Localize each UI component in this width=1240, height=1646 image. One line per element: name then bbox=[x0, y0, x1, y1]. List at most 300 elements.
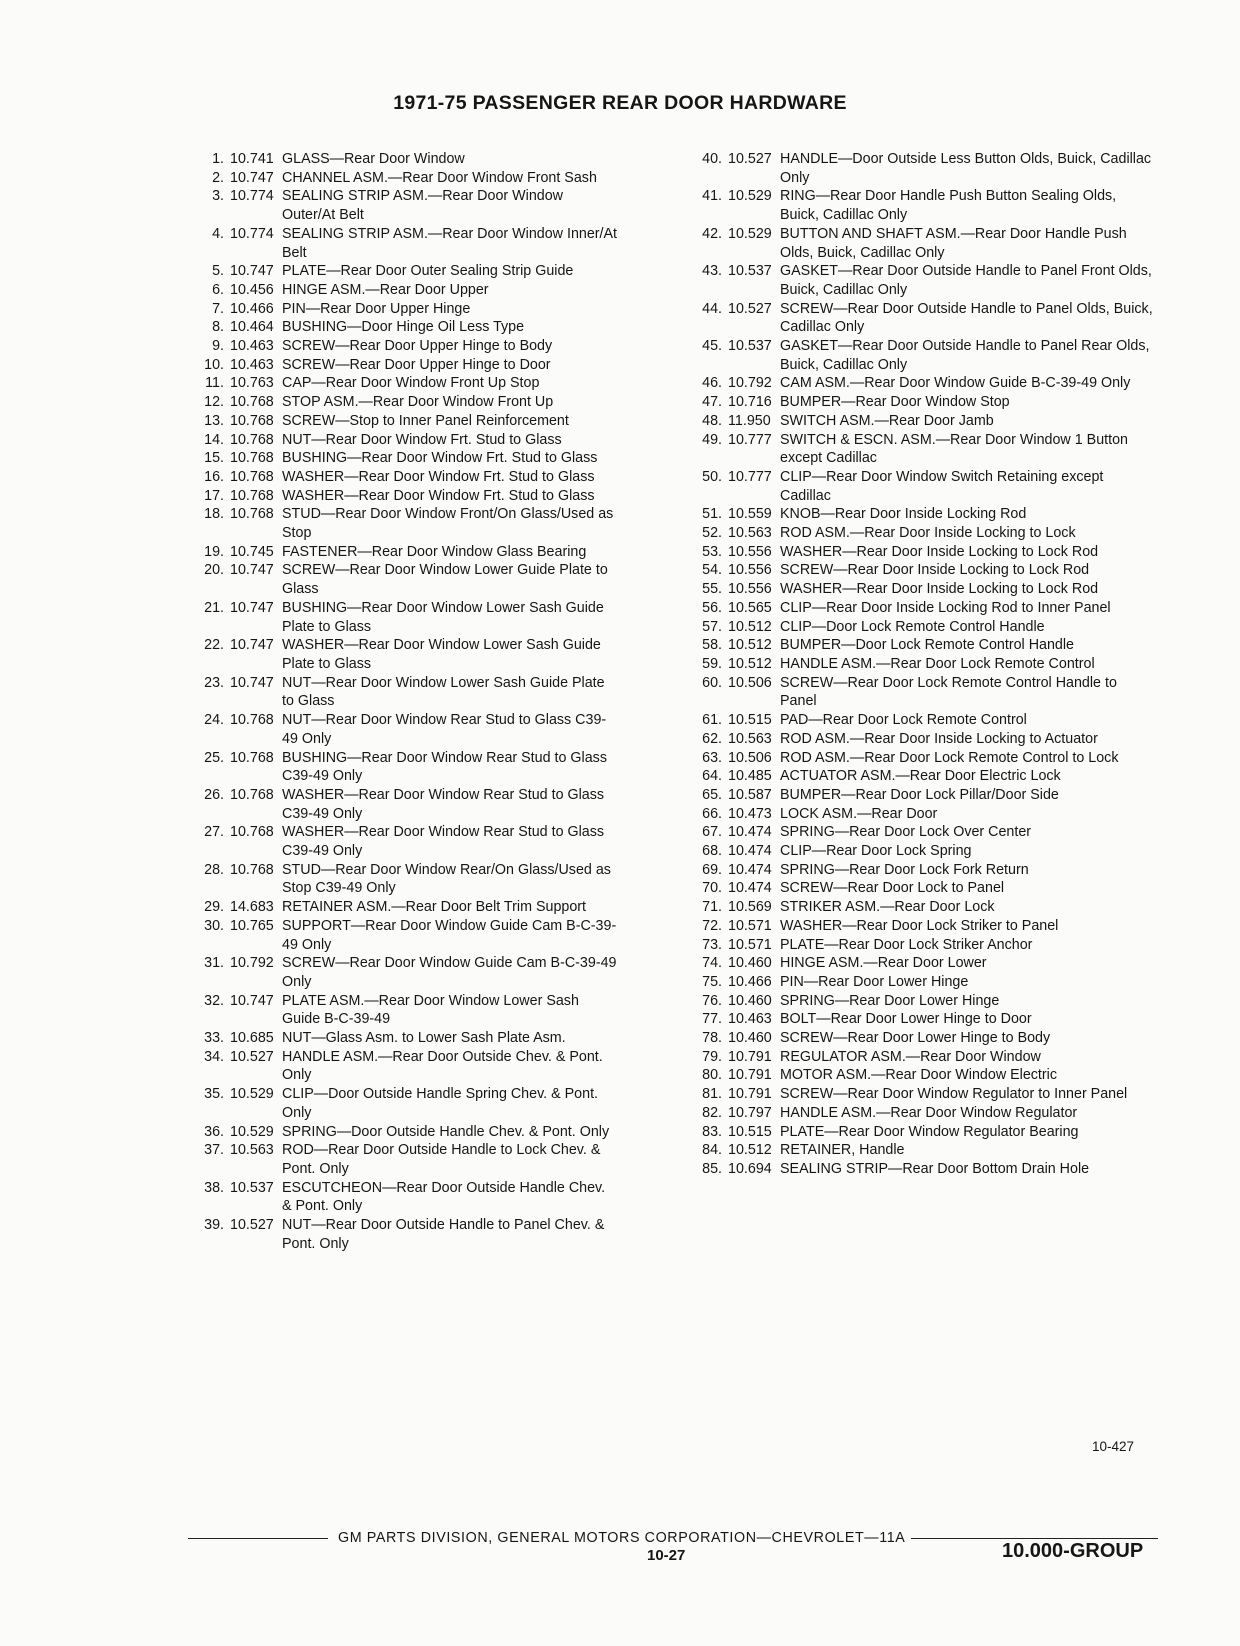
item-number: 47. bbox=[702, 394, 722, 411]
page-title: 1971-75 PASSENGER REAR DOOR HARDWARE bbox=[393, 92, 847, 114]
parts-list-item bbox=[686, 655, 1156, 674]
parts-list-item bbox=[686, 412, 1156, 431]
parts-list-item bbox=[686, 225, 1156, 262]
parts-list-item bbox=[686, 1048, 1156, 1067]
item-description: ROD ASM.—Rear Door Inside Locking to Lock bbox=[780, 525, 1076, 542]
item-code: 10.768 bbox=[230, 431, 274, 448]
item-code: 10.537 bbox=[230, 1179, 274, 1196]
item-code: 10.777 bbox=[728, 468, 772, 485]
item-description: HINGE ASM.—Rear Door Lower bbox=[780, 955, 987, 972]
item-number: 60. bbox=[702, 674, 722, 691]
item-description: SEALING STRIP—Rear Door Bottom Drain Hole bbox=[780, 1160, 1090, 1177]
parts-list-item bbox=[686, 730, 1156, 749]
item-number: 56. bbox=[702, 599, 722, 616]
parts-list-item bbox=[686, 917, 1156, 936]
item-number: 31. bbox=[204, 955, 224, 972]
item-code: 10.460 bbox=[728, 1030, 772, 1047]
parts-list-item bbox=[188, 954, 618, 991]
item-code: 10.512 bbox=[728, 1142, 772, 1159]
item-number: 26. bbox=[204, 786, 224, 803]
item-number: 7. bbox=[212, 300, 224, 317]
item-description: STUD—Rear Door Window Front/On Glass/Used as Stop bbox=[282, 506, 614, 542]
item-description: NUT—Rear Door Outside Handle to Panel Chev. & Pont. Only bbox=[282, 1217, 605, 1252]
item-description: SCREW—Rear Door Lock Remote Control Handle to Panel bbox=[780, 674, 1117, 710]
item-number: 2. bbox=[212, 169, 224, 186]
item-description: BUSHING—Rear Door Window Lower Sash Guide Plate to Glass bbox=[282, 599, 604, 635]
footer-division-text: GM PARTS DIVISION, GENERAL MOTORS CORPORATION—CHEVROLET—11A bbox=[338, 1530, 906, 1546]
parts-list-item bbox=[188, 711, 618, 748]
item-code: 10.768 bbox=[230, 786, 274, 803]
item-number: 20. bbox=[204, 562, 224, 579]
parts-list-item bbox=[188, 337, 618, 356]
item-description: RETAINER, Handle bbox=[780, 1142, 905, 1159]
item-description: NUT—Rear Door Window Rear Stud to Glass C39-49 Only bbox=[282, 712, 607, 747]
item-description: SCREW—Rear Door Upper Hinge to Body bbox=[282, 338, 553, 355]
item-description: RETAINER ASM.—Rear Door Belt Trim Support bbox=[282, 899, 587, 916]
item-number: 18. bbox=[204, 506, 224, 523]
parts-list-item bbox=[188, 487, 618, 506]
parts-list-item bbox=[188, 1085, 618, 1122]
item-number: 4. bbox=[212, 225, 224, 242]
item-description: HANDLE ASM.—Rear Door Lock Remote Control bbox=[780, 655, 1095, 672]
item-code: 10.556 bbox=[728, 581, 772, 598]
item-number: 38. bbox=[204, 1179, 224, 1196]
parts-list-item bbox=[188, 917, 618, 954]
item-description: ROD ASM.—Rear Door Lock Remote Control to Lock bbox=[780, 749, 1119, 766]
parts-list-item bbox=[188, 356, 618, 375]
parts-list-item bbox=[686, 749, 1156, 768]
item-number: 34. bbox=[204, 1048, 224, 1065]
item-code: 10.747 bbox=[230, 562, 274, 579]
item-code: 10.463 bbox=[728, 1011, 772, 1028]
parts-list-item bbox=[686, 262, 1156, 299]
parts-list-item bbox=[188, 1123, 618, 1142]
item-description: STOP ASM.—Rear Door Window Front Up bbox=[282, 394, 554, 411]
item-number: 78. bbox=[702, 1030, 722, 1047]
item-number: 19. bbox=[204, 543, 224, 560]
item-description: HANDLE—Door Outside Less Button Olds, Buick, Cadillac Only bbox=[780, 151, 1152, 186]
item-description: WASHER—Rear Door Window Frt. Stud to Glass bbox=[282, 487, 595, 504]
figure-reference: 10-427 bbox=[1092, 1439, 1135, 1454]
parts-list-item bbox=[188, 318, 618, 337]
parts-list-item bbox=[686, 580, 1156, 599]
item-description: HANDLE ASM.—Rear Door Outside Chev. & Pont. Only bbox=[282, 1048, 603, 1084]
item-code: 10.565 bbox=[728, 599, 772, 616]
parts-list-item bbox=[686, 805, 1156, 824]
item-description: BUSHING—Rear Door Window Frt. Stud to Glass bbox=[282, 450, 598, 467]
parts-list-item bbox=[188, 543, 618, 562]
item-number: 73. bbox=[702, 936, 722, 953]
item-code: 10.792 bbox=[728, 375, 772, 392]
item-code: 10.747 bbox=[230, 169, 274, 186]
item-number: 17. bbox=[204, 487, 224, 504]
item-code: 10.747 bbox=[230, 992, 274, 1009]
item-code: 11.950 bbox=[728, 412, 771, 429]
item-description: SPRING—Rear Door Lower Hinge bbox=[780, 992, 1000, 1009]
item-number: 82. bbox=[702, 1104, 722, 1121]
item-code: 10.774 bbox=[230, 225, 274, 242]
item-number: 8. bbox=[212, 319, 224, 336]
item-code: 10.768 bbox=[230, 468, 274, 485]
parts-list-item bbox=[188, 1141, 618, 1178]
parts-list-item bbox=[188, 749, 618, 786]
parts-list-item bbox=[188, 1029, 618, 1048]
item-number: 45. bbox=[702, 338, 722, 355]
parts-list-item bbox=[686, 1141, 1156, 1160]
item-number: 5. bbox=[212, 263, 224, 280]
item-description: CLIP—Rear Door Inside Locking Rod to Inner Panel bbox=[780, 599, 1111, 616]
parts-list-item bbox=[686, 1085, 1156, 1104]
parts-list-item bbox=[686, 879, 1156, 898]
item-code: 10.763 bbox=[230, 375, 274, 392]
parts-list-item bbox=[188, 412, 618, 431]
item-number: 32. bbox=[204, 992, 224, 1009]
item-code: 10.506 bbox=[728, 674, 772, 691]
item-code: 10.768 bbox=[230, 712, 274, 729]
item-description: CAP—Rear Door Window Front Up Stop bbox=[282, 375, 540, 392]
parts-list-item bbox=[188, 823, 618, 860]
parts-list-item bbox=[686, 786, 1156, 805]
item-number: 21. bbox=[204, 599, 224, 616]
parts-list-item bbox=[686, 468, 1156, 505]
item-number: 1. bbox=[212, 151, 224, 167]
item-description: PIN—Rear Door Lower Hinge bbox=[780, 973, 969, 990]
item-code: 10.563 bbox=[728, 730, 772, 747]
item-number: 51. bbox=[702, 506, 722, 523]
item-number: 80. bbox=[702, 1067, 722, 1084]
parts-list-item bbox=[686, 1123, 1156, 1142]
parts-list-item bbox=[188, 992, 618, 1029]
item-code: 10.466 bbox=[230, 300, 274, 317]
footer-rule-left bbox=[188, 1538, 328, 1539]
item-description: SEALING STRIP ASM.—Rear Door Window Inner/At Belt bbox=[282, 225, 618, 261]
item-number: 85. bbox=[702, 1160, 722, 1177]
item-number: 64. bbox=[702, 768, 722, 785]
item-number: 63. bbox=[702, 749, 722, 766]
item-description: GASKET—Rear Door Outside Handle to Panel Rear Olds, Buick, Cadillac Only bbox=[780, 338, 1150, 373]
item-number: 76. bbox=[702, 992, 722, 1009]
item-number: 30. bbox=[204, 917, 224, 934]
item-number: 79. bbox=[702, 1048, 722, 1065]
parts-list-left-column bbox=[188, 150, 618, 1253]
item-code: 10.747 bbox=[230, 637, 274, 654]
item-number: 65. bbox=[702, 786, 722, 803]
parts-list-item bbox=[686, 431, 1156, 468]
parts-list-item bbox=[188, 1216, 618, 1253]
item-description: BUMPER—Rear Door Lock Pillar/Door Side bbox=[780, 786, 1059, 803]
parts-list-item bbox=[686, 992, 1156, 1011]
item-number: 40. bbox=[702, 151, 722, 167]
item-description: SCREW—Rear Door Window Guide Cam B-C-39-49 Only bbox=[282, 955, 617, 990]
item-code: 10.716 bbox=[728, 394, 772, 411]
item-code: 10.556 bbox=[728, 543, 772, 560]
item-description: SCREW—Rear Door Upper Hinge to Door bbox=[282, 356, 551, 373]
item-code: 10.466 bbox=[728, 973, 772, 990]
item-number: 70. bbox=[702, 880, 722, 897]
item-number: 29. bbox=[204, 899, 224, 916]
parts-list-item bbox=[686, 150, 1156, 187]
item-description: CLIP—Door Outside Handle Spring Chev. & Pont. Only bbox=[282, 1086, 599, 1121]
item-code: 10.527 bbox=[728, 300, 772, 317]
item-code: 10.537 bbox=[728, 338, 772, 355]
item-code: 10.463 bbox=[230, 338, 274, 355]
parts-list-item bbox=[188, 786, 618, 823]
item-description: WASHER—Rear Door Window Rear Stud to Glass C39-49 Only bbox=[282, 824, 605, 860]
item-description: WASHER—Rear Door Window Frt. Stud to Glass bbox=[282, 468, 595, 485]
parts-list-item bbox=[686, 337, 1156, 374]
parts-list-item bbox=[188, 300, 618, 319]
footer-rule-right bbox=[911, 1538, 1158, 1539]
item-number: 10. bbox=[204, 356, 224, 373]
item-description: STRIKER ASM.—Rear Door Lock bbox=[780, 899, 995, 916]
parts-list-right-column bbox=[686, 150, 1156, 1179]
item-number: 35. bbox=[204, 1086, 224, 1103]
item-description: PLATE—Rear Door Window Regulator Bearing bbox=[780, 1123, 1079, 1140]
item-description: GLASS—Rear Door Window bbox=[282, 151, 465, 167]
item-description: CLIP—Rear Door Window Switch Retaining except Cadillac bbox=[780, 468, 1104, 504]
item-code: 10.774 bbox=[230, 188, 274, 205]
item-number: 55. bbox=[702, 581, 722, 598]
item-number: 68. bbox=[702, 843, 722, 860]
item-code: 10.791 bbox=[728, 1048, 772, 1065]
item-code: 10.537 bbox=[728, 263, 772, 280]
item-number: 46. bbox=[702, 375, 722, 392]
item-number: 9. bbox=[212, 338, 224, 355]
parts-list-item bbox=[188, 150, 618, 169]
item-description: SCREW—Rear Door Inside Locking to Lock Rod bbox=[780, 562, 1090, 579]
parts-list-item bbox=[686, 1066, 1156, 1085]
item-description: NUT—Glass Asm. to Lower Sash Plate Asm. bbox=[282, 1030, 566, 1047]
item-description: CLIP—Rear Door Lock Spring bbox=[780, 843, 972, 860]
item-number: 71. bbox=[702, 899, 722, 916]
item-description: LOCK ASM.—Rear Door bbox=[780, 805, 938, 822]
item-description: ROD—Rear Door Outside Handle to Lock Chev. & Pont. Only bbox=[282, 1142, 601, 1177]
parts-list-item bbox=[188, 636, 618, 673]
item-number: 36. bbox=[204, 1123, 224, 1140]
item-number: 39. bbox=[204, 1217, 224, 1234]
item-number: 33. bbox=[204, 1030, 224, 1047]
parts-list-item bbox=[188, 262, 618, 281]
item-code: 10.527 bbox=[230, 1217, 274, 1234]
item-code: 10.741 bbox=[230, 151, 274, 167]
item-code: 10.694 bbox=[728, 1160, 772, 1177]
parts-list-item bbox=[686, 767, 1156, 786]
parts-list-item bbox=[686, 524, 1156, 543]
item-code: 10.460 bbox=[728, 955, 772, 972]
item-description: CAM ASM.—Rear Door Window Guide B-C-39-49 Only bbox=[780, 375, 1131, 392]
item-code: 10.527 bbox=[230, 1048, 274, 1065]
item-description: SWITCH & ESCN. ASM.—Rear Door Window 1 Button except Cadillac bbox=[780, 431, 1128, 467]
item-description: ACTUATOR ASM.—Rear Door Electric Lock bbox=[780, 768, 1061, 785]
item-description: SPRING—Rear Door Lock Over Center bbox=[780, 824, 1032, 841]
item-description: HINGE ASM.—Rear Door Upper bbox=[282, 281, 489, 298]
parts-list-item bbox=[686, 1104, 1156, 1123]
item-code: 10.473 bbox=[728, 805, 772, 822]
parts-list-item bbox=[686, 561, 1156, 580]
item-number: 44. bbox=[702, 300, 722, 317]
item-description: BUSHING—Door Hinge Oil Less Type bbox=[282, 319, 525, 336]
item-code: 10.563 bbox=[230, 1142, 274, 1159]
item-number: 74. bbox=[702, 955, 722, 972]
parts-list-item bbox=[188, 1048, 618, 1085]
item-description: ESCUTCHEON—Rear Door Outside Handle Chev. & Pont. Only bbox=[282, 1179, 606, 1215]
item-description: NUT—Rear Door Window Lower Sash Guide Plate to Glass bbox=[282, 674, 605, 710]
parts-list-item bbox=[188, 599, 618, 636]
item-code: 10.768 bbox=[230, 394, 274, 411]
item-number: 62. bbox=[702, 730, 722, 747]
item-description: CLIP—Door Lock Remote Control Handle bbox=[780, 618, 1045, 635]
parts-list-item bbox=[686, 505, 1156, 524]
item-code: 10.456 bbox=[230, 281, 274, 298]
item-number: 3. bbox=[212, 188, 224, 205]
item-code: 10.792 bbox=[230, 955, 274, 972]
item-code: 10.747 bbox=[230, 674, 274, 691]
item-code: 10.515 bbox=[728, 1123, 772, 1140]
item-code: 10.765 bbox=[230, 917, 274, 934]
item-number: 42. bbox=[702, 225, 722, 242]
item-number: 49. bbox=[702, 431, 722, 448]
parts-list-item bbox=[188, 225, 618, 262]
item-code: 10.768 bbox=[230, 450, 274, 467]
item-description: BUSHING—Rear Door Window Rear Stud to Glass C39-49 Only bbox=[282, 749, 607, 785]
item-description: PLATE—Rear Door Lock Striker Anchor bbox=[780, 936, 1033, 953]
item-number: 12. bbox=[204, 394, 224, 411]
item-number: 11. bbox=[205, 375, 224, 392]
item-description: CHANNEL ASM.—Rear Door Window Front Sash bbox=[282, 169, 597, 186]
item-code: 10.463 bbox=[230, 356, 274, 373]
item-description: SEALING STRIP ASM.—Rear Door Window Outer/At Belt bbox=[282, 188, 563, 224]
parts-list-item bbox=[188, 393, 618, 412]
parts-list-item bbox=[686, 936, 1156, 955]
item-number: 69. bbox=[702, 861, 722, 878]
item-code: 10.768 bbox=[230, 506, 274, 523]
item-description: MOTOR ASM.—Rear Door Window Electric bbox=[780, 1067, 1057, 1084]
item-number: 67. bbox=[702, 824, 722, 841]
item-number: 6. bbox=[212, 281, 224, 298]
item-code: 10.768 bbox=[230, 824, 274, 841]
item-number: 27. bbox=[204, 824, 224, 841]
parts-list-item bbox=[686, 543, 1156, 562]
item-code: 10.768 bbox=[230, 412, 274, 429]
parts-list-item bbox=[188, 468, 618, 487]
item-description: WASHER—Rear Door Window Lower Sash Guide Plate to Glass bbox=[282, 637, 601, 672]
item-description: SPRING—Door Outside Handle Chev. & Pont. Only bbox=[282, 1123, 610, 1140]
item-description: STUD—Rear Door Window Rear/On Glass/Used as Stop C39-49 Only bbox=[282, 861, 611, 897]
item-number: 66. bbox=[702, 805, 722, 822]
item-code: 10.512 bbox=[728, 637, 772, 654]
parts-list-item bbox=[686, 711, 1156, 730]
item-number: 23. bbox=[204, 674, 224, 691]
item-code: 10.745 bbox=[230, 543, 274, 560]
item-code: 10.527 bbox=[728, 151, 772, 167]
item-description: SCREW—Rear Door Lock to Panel bbox=[780, 880, 1005, 897]
parts-list-item bbox=[686, 823, 1156, 842]
item-description: SCREW—Rear Door Outside Handle to Panel Olds, Buick, Cadillac Only bbox=[780, 300, 1153, 336]
item-description: HANDLE ASM.—Rear Door Window Regulator bbox=[780, 1104, 1078, 1121]
item-description: SWITCH ASM.—Rear Door Jamb bbox=[780, 412, 994, 429]
item-code: 10.747 bbox=[230, 263, 274, 280]
item-description: SCREW—Rear Door Window Regulator to Inner Panel bbox=[780, 1086, 1128, 1103]
parts-list-item bbox=[188, 449, 618, 468]
item-code: 10.556 bbox=[728, 562, 772, 579]
item-number: 13. bbox=[204, 412, 224, 429]
item-number: 53. bbox=[702, 543, 722, 560]
item-description: GASKET—Rear Door Outside Handle to Panel Front Olds, Buick, Cadillac Only bbox=[780, 263, 1152, 298]
item-number: 58. bbox=[702, 637, 722, 654]
item-code: 14.683 bbox=[230, 899, 274, 916]
item-code: 10.571 bbox=[728, 917, 772, 934]
item-code: 10.464 bbox=[230, 319, 274, 336]
parts-list-item bbox=[188, 281, 618, 300]
parts-list-item bbox=[188, 169, 618, 188]
item-number: 37. bbox=[204, 1142, 224, 1159]
item-code: 10.512 bbox=[728, 655, 772, 672]
item-number: 15. bbox=[204, 450, 224, 467]
parts-list-item bbox=[686, 898, 1156, 917]
item-description: SUPPORT—Rear Door Window Guide Cam B-C-39-49 Only bbox=[282, 917, 617, 953]
item-code: 10.791 bbox=[728, 1067, 772, 1084]
item-description: PIN—Rear Door Upper Hinge bbox=[282, 300, 471, 317]
item-code: 10.474 bbox=[728, 880, 772, 897]
item-number: 57. bbox=[702, 618, 722, 635]
parts-list-item bbox=[686, 636, 1156, 655]
item-code: 10.563 bbox=[728, 525, 772, 542]
item-number: 72. bbox=[702, 917, 722, 934]
item-description: NUT—Rear Door Window Frt. Stud to Glass bbox=[282, 431, 562, 448]
parts-list-item bbox=[188, 431, 618, 450]
item-description: SCREW—Stop to Inner Panel Reinforcement bbox=[282, 412, 569, 429]
parts-list-item bbox=[686, 618, 1156, 637]
item-number: 50. bbox=[702, 468, 722, 485]
parts-list-item bbox=[686, 1029, 1156, 1048]
parts-list-item bbox=[686, 393, 1156, 412]
item-description: RING—Rear Door Handle Push Button Sealing Olds, Buick, Cadillac Only bbox=[780, 188, 1117, 224]
item-code: 10.791 bbox=[728, 1086, 772, 1103]
item-code: 10.474 bbox=[728, 824, 772, 841]
item-description: PLATE—Rear Door Outer Sealing Strip Guide bbox=[282, 263, 574, 280]
item-description: SPRING—Rear Door Lock Fork Return bbox=[780, 861, 1029, 878]
parts-list-item bbox=[686, 187, 1156, 224]
item-number: 25. bbox=[204, 749, 224, 766]
parts-list-item bbox=[188, 898, 618, 917]
item-code: 10.571 bbox=[728, 936, 772, 953]
parts-list-item bbox=[686, 599, 1156, 618]
item-code: 10.474 bbox=[728, 843, 772, 860]
item-code: 10.559 bbox=[728, 506, 772, 523]
item-description: BUMPER—Rear Door Window Stop bbox=[780, 394, 1010, 411]
parts-list-item bbox=[188, 674, 618, 711]
item-code: 10.768 bbox=[230, 861, 274, 878]
item-number: 41. bbox=[702, 188, 722, 205]
item-description: BUTTON AND SHAFT ASM.—Rear Door Handle Push Olds, Buick, Cadillac Only bbox=[780, 225, 1127, 261]
parts-list-item bbox=[188, 505, 618, 542]
item-description: PLATE ASM.—Rear Door Window Lower Sash Guide B-C-39-49 bbox=[282, 992, 579, 1028]
item-code: 10.529 bbox=[230, 1123, 274, 1140]
parts-list-item bbox=[686, 374, 1156, 393]
item-number: 14. bbox=[204, 431, 224, 448]
item-description: FASTENER—Rear Door Window Glass Bearing bbox=[282, 543, 587, 560]
item-code: 10.569 bbox=[728, 899, 772, 916]
page-number: 10-27 bbox=[647, 1547, 686, 1564]
item-description: WASHER—Rear Door Lock Striker to Panel bbox=[780, 917, 1059, 934]
parts-list-item bbox=[686, 973, 1156, 992]
item-code: 10.512 bbox=[728, 618, 772, 635]
item-number: 22. bbox=[204, 637, 224, 654]
parts-list-item bbox=[686, 674, 1156, 711]
item-number: 59. bbox=[702, 655, 722, 672]
item-number: 77. bbox=[702, 1011, 722, 1028]
item-description: SCREW—Rear Door Window Lower Guide Plate to Glass bbox=[282, 562, 608, 598]
